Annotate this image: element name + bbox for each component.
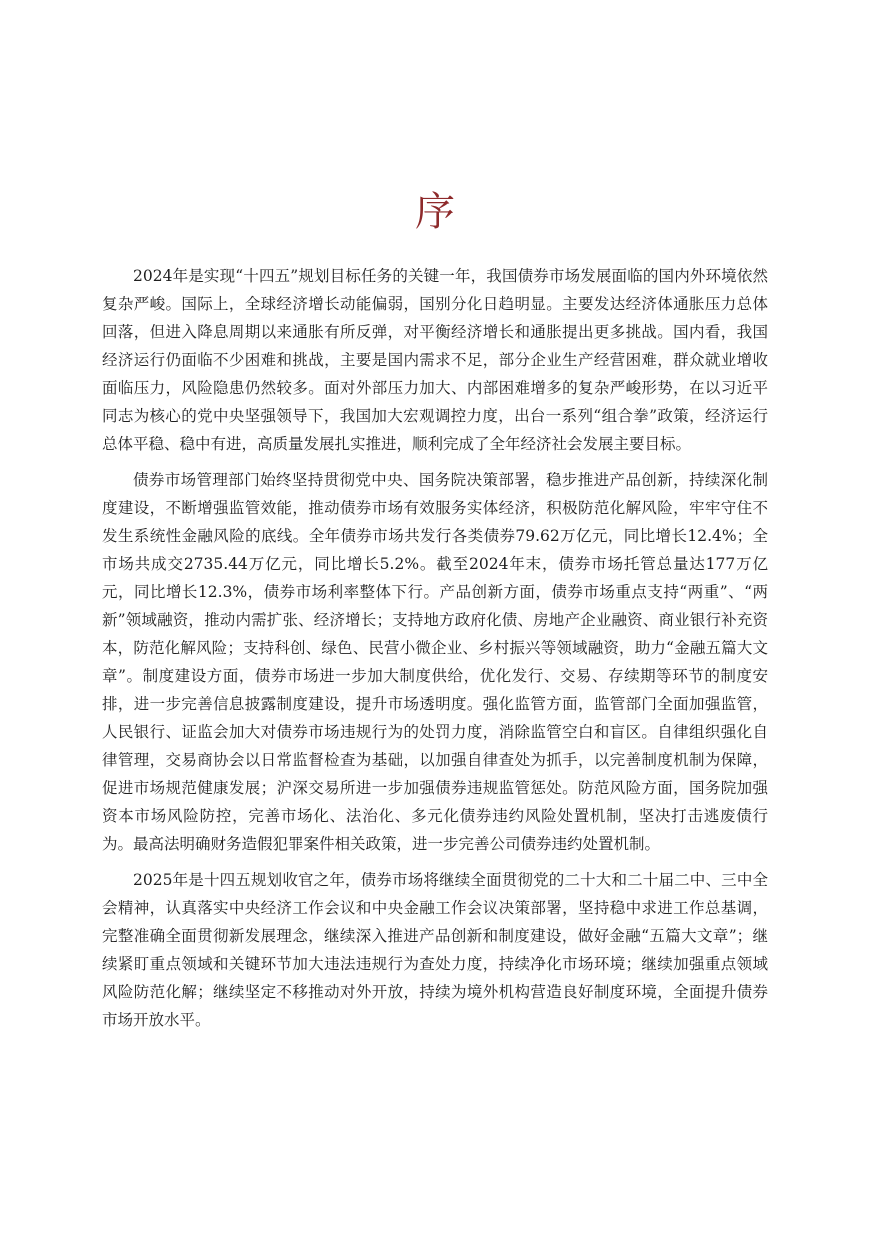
document-body [102,262,768,1034]
paragraph-1: 2024年是实现“十四五”规划目标任务的关键一年，我国债券市场发展面临的国内外环境依然复杂严峻。国际上，全球经济增长动能偏弱，国别分化日趋明显。主要发达经济体通胀压力总体回落，但进入降息周期以来通胀有所反弹，对平衡经济增长和通胀提出更多挑战。国内看，我国经济运行仍面临不少困难和挑战，主要是国内需求不足，部分企业生产经营困难，群众就业增收面临压力，风险隐患仍然较多。面对外部压力加大、内部困难增多的复杂严峻形势，在以习近平同志为核心的党中央坚强领导下，我国加大宏观调控力度，出台一系列“组合拳”政策，经济运行总体平稳、稳中有进，高质量发展扎实推进，顺利完成了全年经济社会发展主要目标。 [102,267,768,453]
paragraph-3: 2025年是十四五规划收官之年，债券市场将继续全面贯彻党的二十大和二十届二中、三中全会精神，认真落实中央经济工作会议和中央金融工作会议决策部署，坚持稳中求进工作总基调，完整准确全面贯彻新发展理念，继续深入推进产品创新和制度建设，做好金融“五篇大文章”；继续紧盯重点领域和关键环节加大违法违规行为查处力度，持续净化市场环境；继续加强重点领域风险防范化解；继续坚定不移推动对外开放，持续为境外机构营造良好制度环境，全面提升债券市场开放水平。 [102,871,768,1029]
paragraph-2: 债券市场管理部门始终坚持贯彻党中央、国务院决策部署，稳步推进产品创新，持续深化制度建设，不断增强监管效能，推动债券市场有效服务实体经济，积极防范化解风险，牢牢守住不发生系统性金融风险的底线。全年债券市场共发行各类债券79.62万亿元，同比增长12.4%；全市场共成交2735.44万亿元，同比增长5.2%。截至2024年末，债券市场托管总量达177万亿元，同比增长12.3%，债券市场利率整体下行。产品创新方面，债券市场重点支持“两重”、“两新”领域融资，推动内需扩张、经济增长；支持地方政府化债、房地产企业融资、商业银行补充资本，防范化解风险；支持科创、绿色、民营小微企业、乡村振兴等领域融资，助力“金融五篇大文章”。制度建设方面，债券市场进一步加大制度供给，优化发行、交易、存续期等环节的制度安排，进一步完善信息披露制度建设，提升市场透明度。强化监管方面，监管部门全面加强监管，人民银行、证监会加大对债券市场违规行为的处罚力度，消除监管空白和盲区。自律组织强化自律管理，交易商协会以日常监督检查为基础，以加强自律查处为抓手，以完善制度机制为保障，促进市场规范健康发展；沪深交易所进一步加强债券违规监管惩处。防范风险方面，国务院加强资本市场风险防控，完善市场化、法治化、多元化债券违约风险处置机制，坚决打击逃废债行为。最高法明确财务造假犯罪案件相关政策，进一步完善公司债券违约处置机制。 [102,471,768,853]
page-title: 序 [415,189,455,235]
